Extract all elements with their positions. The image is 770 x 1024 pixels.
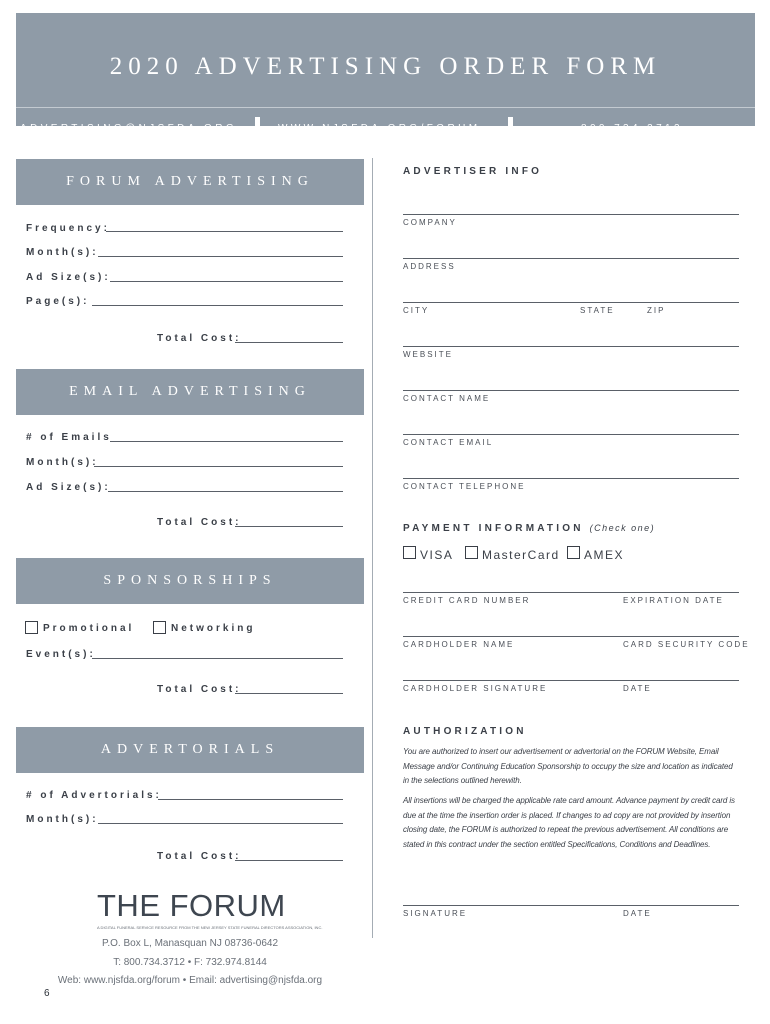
networking-checkbox[interactable] [153,621,166,634]
signature-field[interactable] [403,905,739,906]
header-website-link[interactable]: WWW.NJSFDA.ORG/FORUM [278,123,481,134]
advertorials-total-cost-field[interactable] [235,860,343,861]
advertorials-months-label: Month(s): [26,814,99,825]
website-field[interactable] [403,346,739,347]
company-field[interactable] [403,214,739,215]
cardholder-signature-label: CARDHOLDER SIGNATURE [403,684,548,693]
header-email-link[interactable]: ADVERTISING@NJSFDA.ORG [20,123,238,134]
sponsorships-total-cost-label: Total Cost: [157,684,242,695]
header-separator [508,117,513,139]
promotional-label: Promotional [43,623,135,634]
cardholder-name-field[interactable] [403,636,739,637]
city-state-zip-field[interactable] [403,302,739,303]
authorization-paragraph-2: All insertions will be charged the applicable rate card amount. Advance payment by credit card is due at the time the insertion order is placed. If changes to ad copy are not provided by insertion closing date, the FORUM is authorized to repeat the previous advertisement. All conditions are stated in this contract under the section entitled Specifications, Conditions and Deadlines. [403,796,735,849]
email-ad-size-field[interactable] [108,491,343,492]
email-advertising-heading: EMAIL ADVERTISING [16,369,364,415]
num-emails-field[interactable] [110,441,343,442]
num-advertorials-field[interactable] [158,799,343,800]
contact-telephone-field[interactable] [403,478,739,479]
payment-info-title: PAYMENT INFORMATION [403,523,584,534]
header-separator [255,117,260,139]
email-ad-size-label: Ad Size(s): [26,482,111,493]
column-divider [372,158,373,938]
contact-email-label: CONTACT EMAIL [403,438,494,447]
pages-field[interactable] [92,305,343,306]
contact-telephone-label: CONTACT TELEPHONE [403,482,526,491]
num-advertorials-label: # of Advertorials: [26,790,162,801]
advertorials-heading: ADVERTORIALS [16,727,364,773]
email-months-field[interactable] [94,466,343,467]
sponsorships-total-cost-field[interactable] [235,693,343,694]
amex-checkbox[interactable] [567,546,580,559]
forum-months-label: Month(s): [26,247,99,258]
signature-label: SIGNATURE [403,909,468,918]
card-number-field[interactable] [403,592,739,593]
visa-checkbox[interactable] [403,546,416,559]
advertorials-total-cost-label: Total Cost: [157,851,242,862]
cardholder-name-label: CARDHOLDER NAME [403,640,515,649]
city-label: CITY [403,306,430,315]
signature-date-label: DATE [623,909,652,918]
forum-months-field[interactable] [98,256,343,257]
num-emails-label: # of Emails [26,432,112,443]
email-total-cost-field[interactable] [235,526,343,527]
payment-check-one-note: (Check one) [589,523,656,533]
forum-ad-size-field[interactable] [110,281,343,282]
cardholder-signature-field[interactable] [403,680,739,681]
security-code-label: CARD SECURITY CODE [623,640,750,649]
visa-label: VISA [420,548,454,562]
website-label: WEBSITE [403,350,454,359]
forum-logo-tagline: A DIGITAL FUNERAL SERVICE RESOURCE FROM THE NEW JERSEY STATE FUNERAL DIRECTORS ASSOCIATION, INC. [97,925,323,930]
payment-info-heading [403,523,655,534]
amex-label: AMEX [584,548,625,562]
address-label: ADDRESS [403,262,456,271]
events-field[interactable] [92,658,343,659]
email-total-cost-label: Total Cost: [157,517,242,528]
address-field[interactable] [403,258,739,259]
contact-email-field[interactable] [403,434,739,435]
forum-total-cost-label: Total Cost: [157,333,242,344]
contact-name-label: CONTACT NAME [403,394,491,403]
sponsorships-heading: SPONSORSHIPS [16,558,364,604]
pages-label: Page(s): [26,296,90,307]
company-label: COMPANY [403,218,457,227]
header-banner [16,13,755,134]
mastercard-checkbox[interactable] [465,546,478,559]
networking-label: Networking [171,623,256,634]
form-title: 2020 ADVERTISING ORDER FORM [109,53,662,80]
mastercard-label: MasterCard [482,548,560,562]
frequency-label: Frequency: [26,223,110,234]
frequency-field[interactable] [106,231,343,232]
footer-phones: T: 800.734.3712 • F: 732.974.8144 [113,957,267,968]
footer-web-email[interactable]: Web: www.njsfda.org/forum • Email: advertising@njsfda.org [57,975,323,986]
forum-total-cost-field[interactable] [235,342,343,343]
events-label: Event(s): [26,649,96,660]
state-label: STATE [580,306,615,315]
payment-date-label: DATE [623,684,652,693]
forum-logo: THE FORUM [97,888,286,923]
page-number: 6 [44,988,50,999]
header-phone: 800.734.3712 [581,123,683,134]
advertiser-info-heading: ADVERTISER INFO [403,166,543,177]
forum-ad-size-label: Ad Size(s): [26,272,111,283]
authorization-paragraph-1: You are authorized to insert our advertisement or advertorial on the FORUM Website, Email Message and/or Continuing Education Sponsorship to occupy the size and location as indicated in the selections outlined herewith. [403,747,733,785]
forum-advertising-heading: FORUM ADVERTISING [16,159,364,205]
card-number-label: CREDIT CARD NUMBER [403,596,531,605]
footer-address: P.O. Box L, Manasquan NJ 08736-0642 [101,938,279,949]
expiration-date-label: EXPIRATION DATE [623,596,724,605]
zip-label: ZIP [647,306,666,315]
email-months-label: Month(s): [26,457,99,468]
authorization-heading: AUTHORIZATION [403,726,527,737]
contact-name-field[interactable] [403,390,739,391]
advertorials-months-field[interactable] [98,823,343,824]
promotional-checkbox[interactable] [25,621,38,634]
